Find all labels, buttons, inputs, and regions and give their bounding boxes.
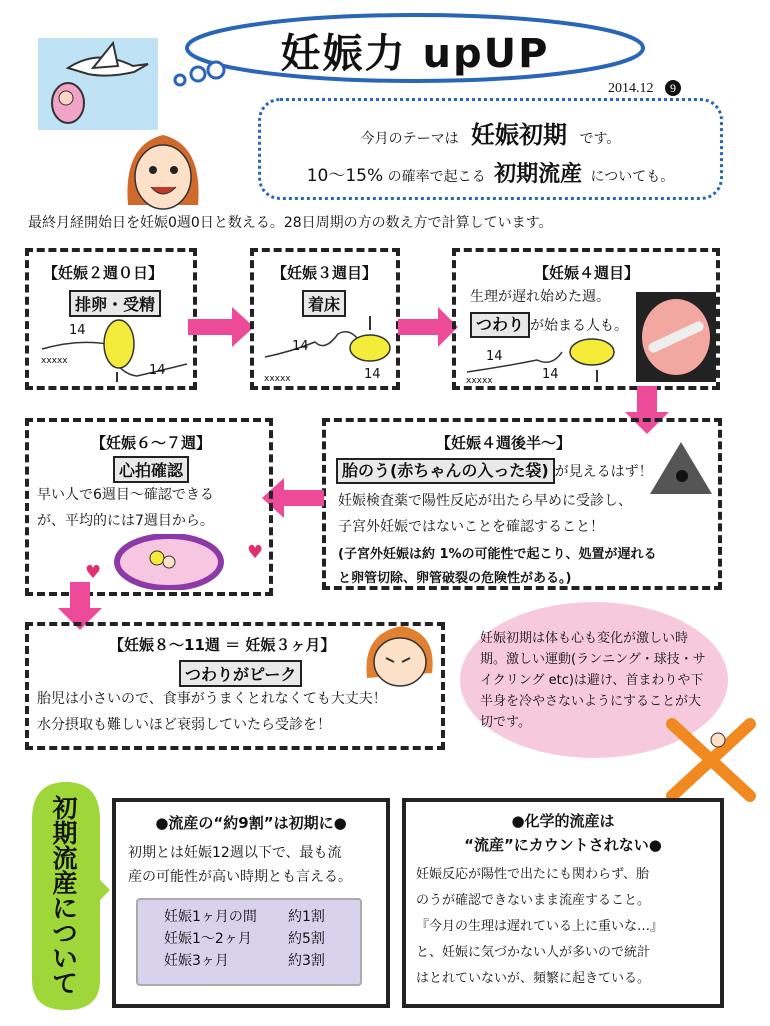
box-week4-late: 【妊娠４週後半〜】 胎のう(赤ちゃんの入った袋) が見えるはず！ 妊娠検査薬で陽性反応が出たら早めに受診し、 子宮外妊娠ではないことを確認すること！ (子宮外妊娠は約 1%の可能性で起こり、処置が遅れる と卵管切除、卵管破裂の危険性がある。) xyxy=(322,418,722,590)
rate-scroll xyxy=(136,898,362,986)
box-week4: 【妊娠４週目】 生理が遅れ始めた週。 つわり が始まる人も。 14 14 xxxxx xyxy=(452,248,720,390)
sick-woman-illustration xyxy=(352,618,442,702)
box-week3: 【妊娠３週目】 着床 14 14 xxxxx xyxy=(250,248,400,390)
side-tag: 初期流産について xyxy=(30,780,102,1012)
fetus-illustration xyxy=(109,534,249,590)
miscarriage-early-panel: ●流産の“約9割”は初期に● 初期とは妊娠12週以下で、最も流 産の可能性が高い時期とも言える。 妊娠1ヶ月の間 約1割 妊娠1〜2ヶ月 約5割 妊娠3ヶ月 約3割 xyxy=(112,798,390,1008)
no-running-icon xyxy=(666,718,756,806)
arrow-right-1 xyxy=(188,307,256,351)
heart-icon: ♥ xyxy=(85,562,102,583)
cycle-graph xyxy=(37,314,192,384)
box-week2: 【妊娠２週０日】 排卵・受精 14 14 xxxxx xyxy=(25,248,197,390)
header-illustration xyxy=(38,38,158,130)
ovulation-title: 排卵・受精 xyxy=(69,290,161,317)
theme-bubble: 今月のテーマは 妊娠初期 です。 10〜15% の確率で起こる 初期流産 についても。 xyxy=(258,98,723,200)
rate-row: 妊娠3ヶ月 約3割 xyxy=(164,953,325,969)
rate-row: 妊娠1ヶ月の間 約1割 xyxy=(164,909,325,925)
issue-number: 9 xyxy=(665,80,681,96)
morning-sickness-peak-title: つわりがピーク xyxy=(179,660,302,687)
heart-icon: ♥ xyxy=(247,542,264,563)
stork-icon xyxy=(38,38,158,130)
page-title: 妊娠力 upUP xyxy=(280,31,550,77)
gestational-sac-key: 胎のう(赤ちゃんの入った袋) xyxy=(336,458,555,484)
box-week8: 【妊娠８〜11週 ＝ 妊娠３ヶ月】 つわりがピーク 胎児は小さいので、食事がうまくとれなくても大丈夫！ 水分摂取も難しいほど衰弱していたら受診を！ xyxy=(25,622,445,750)
arrow-right-2 xyxy=(398,307,460,351)
advice-bubble: 妊娠初期は体も心も変化が激しい時期。激しい運動(ランニング・球技・サイクリング etc)は避け、首まわりや下半身を冷やさないようにすることが大切です。 xyxy=(458,600,730,760)
cloud-dots xyxy=(168,60,228,94)
implantation-title: 着床 xyxy=(302,290,346,317)
ultrasound-image xyxy=(648,440,714,500)
pregnancy-test-photo xyxy=(636,292,716,382)
issue-date: 2014.12 9 xyxy=(608,80,681,97)
chemical-pregnancy-panel: ●化学的流産は “流産”にカウントされない● 妊娠反応が陽性で出たにも関わらず、胎 のうが確認できないまま流産すること。 『今月の生理は遅れている上に重いな…』 と、妊娠に気づかない人が多いので統計 はとれていないが、頻繁に起きている。 xyxy=(402,798,724,1008)
woman-face-illustration xyxy=(118,125,208,219)
heartbeat-title: 心拍確認 xyxy=(113,456,189,483)
intro-text: 最終月経開始日を妊娠0週0日と数える。28日周期の方の数え方で計算しています。 xyxy=(28,215,553,231)
box-week6: 【妊娠６〜７週】 心拍確認 早い人で6週目〜確認できる が、平均的には7週目から。 ♥ ♥ xyxy=(25,418,273,596)
title-cloud xyxy=(180,10,650,85)
rate-row: 妊娠1〜2ヶ月 約5割 xyxy=(164,931,325,947)
